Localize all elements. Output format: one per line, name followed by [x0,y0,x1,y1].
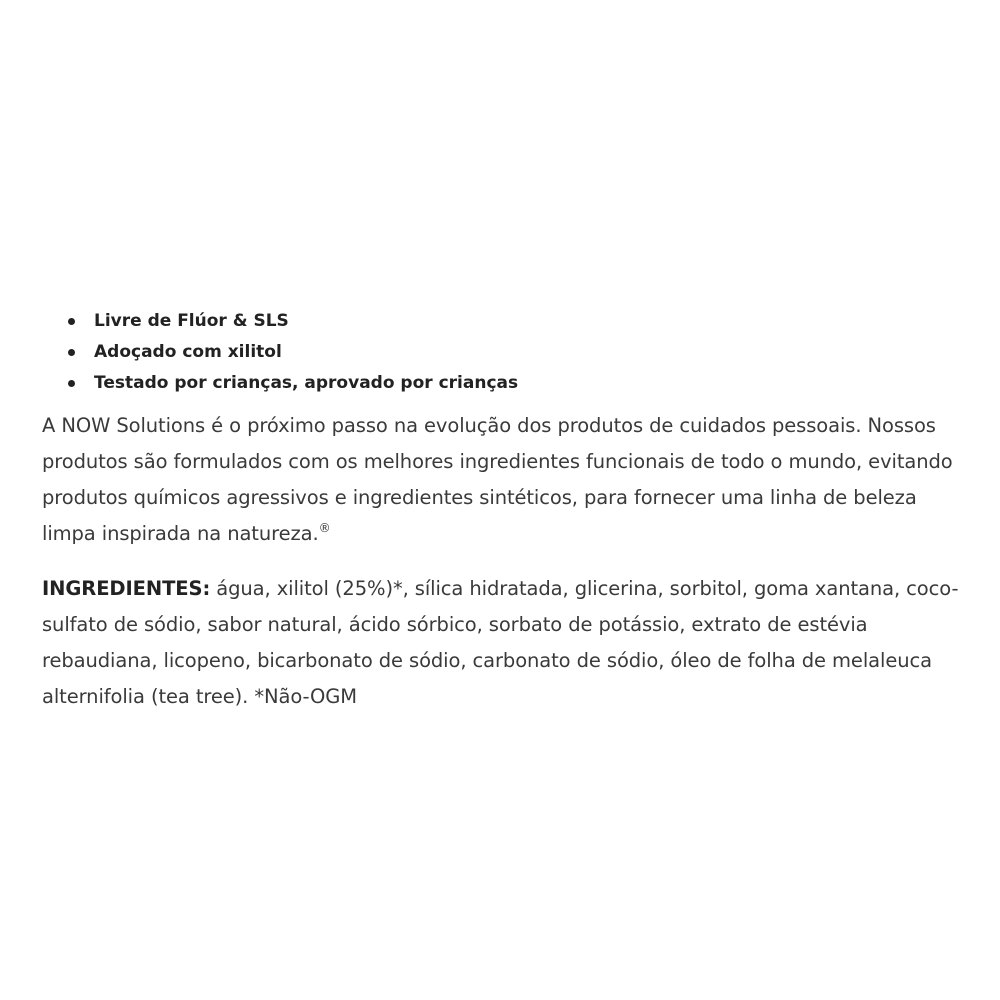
feature-item [94,368,972,399]
feature-text: Adoçado com xilitol [94,342,282,362]
bullet-icon [68,349,75,356]
feature-item [94,337,972,368]
feature-text: Livre de Flúor & SLS [94,311,289,331]
ingredients-paragraph [42,571,972,715]
feature-text: Testado por crianças, aprovado por crianças [94,373,519,393]
bullet-icon [68,380,75,387]
product-description [42,408,972,552]
registered-mark: ® [318,521,331,535]
feature-list [42,306,972,399]
bullet-icon [68,318,75,325]
ingredients-text: água, xilitol (25%)*, sílica hidratada, glicerina, sorbitol, goma xantana, coco-sulfato de sódio, sabor natural, ácido sórbico, sorbato de potássio, extrato de estévia rebaudiana, licopeno, bicarbonato de sódio, carbonato de sódio, óleo de folha de melaleuca alternifolia (tea tree). *Não-OGM [42,577,959,708]
feature-item [94,306,972,337]
product-details [42,306,972,715]
description-text: A NOW Solutions é o próximo passo na evolução dos produtos de cuidados pessoais. Nossos produtos são formulados com os melhores ingredientes funcionais de todo o mundo, evitando produtos químicos agressivos e ingredientes sintéticos, para fornecer uma linha de beleza limpa inspirada na natureza. [42,414,953,545]
ingredients-label: INGREDIENTES: [42,577,211,600]
